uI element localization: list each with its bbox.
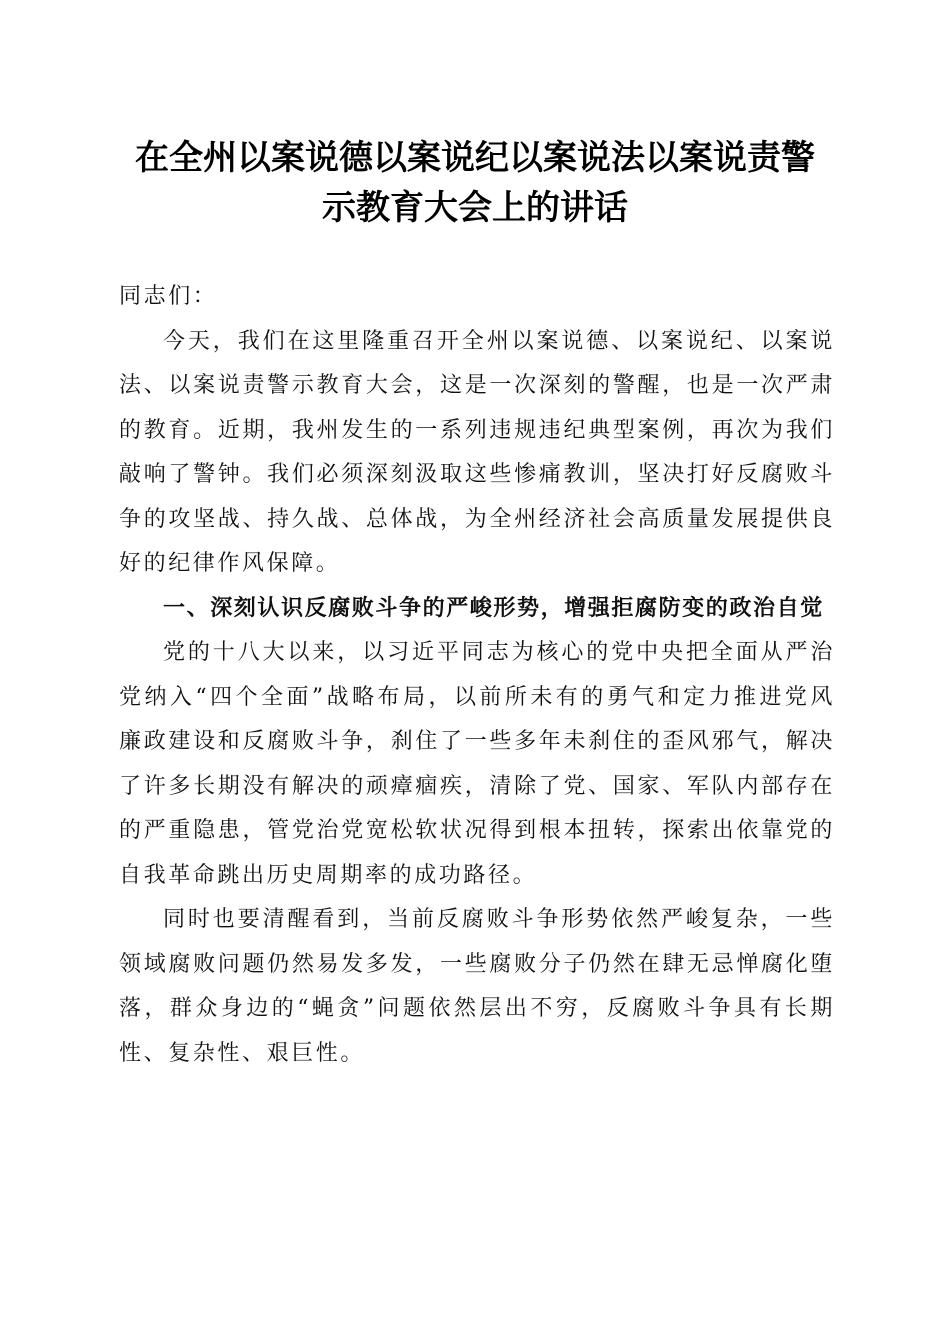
section-heading-1: 一、深刻认识反腐败斗争的严峻形势，增强拒腐防变的政治自觉 bbox=[163, 595, 824, 621]
title-line-2: 示教育大会上的讲话 bbox=[322, 188, 628, 228]
document-title bbox=[110, 133, 840, 233]
document-body bbox=[119, 275, 835, 1076]
title-line-1: 在全州以案说德以案说纪以案说法以案说责警 bbox=[135, 138, 815, 178]
paragraph-achievements: 党的十八大以来，以习近平同志为核心的党中央把全面从严治党纳入“四个全面”战略布局，以前所未有的勇气和定力推进党风廉政建设和反腐败斗争，刹住了一些多年未刹住的歪风邪气，解决了许多长期没有解决的顽瘴痼疾，清除了党、国家、军队内部存在的严重隐患，管党治党宽松软状况得到根本扭转，探索出依靠党的自我革命跳出历史周期率的成功路径。 bbox=[119, 640, 835, 888]
greeting: 同志们： bbox=[119, 284, 218, 309]
paragraph-situation: 同时也要清醒看到，当前反腐败斗争形势依然严峻复杂，一些领域腐败问题仍然易发多发，一些腐败分子仍然在肆无忌惮腐化堕落，群众身边的“蝇贪”问题依然层出不穷，反腐败斗争具有长期性、复杂性、艰巨性。 bbox=[119, 907, 835, 1066]
paragraph-intro: 今天，我们在这里隆重召开全州以案说德、以案说纪、以案说法、以案说责警示教育大会，这是一次深刻的警醒，也是一次严肃的教育。近期，我州发生的一系列违规违纪典型案例，再次为我们敲响了警钟。我们必须深刻汲取这些惨痛教训，坚决打好反腐败斗争的攻坚战、持久战、总体战，为全州经济社会高质量发展提供良好的纪律作风保障。 bbox=[119, 328, 835, 576]
